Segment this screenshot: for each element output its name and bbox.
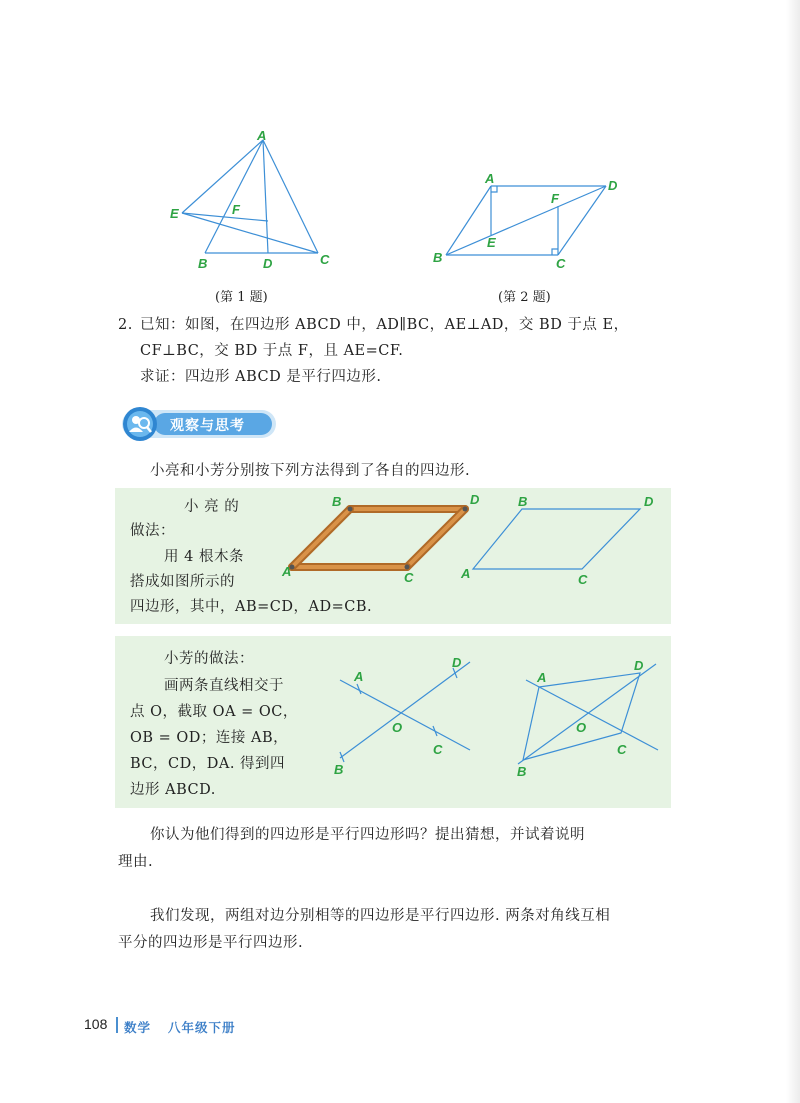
wood-label-d: D: [470, 494, 480, 507]
fig1-label-c: C: [320, 252, 330, 267]
par-label-d: D: [644, 494, 654, 509]
lines-label-c: C: [433, 742, 443, 757]
fig2-label-c: C: [556, 256, 566, 271]
quad-label-d: D: [634, 658, 644, 673]
lines-label-b: B: [334, 762, 344, 777]
section-header-title: 观察与思考: [170, 417, 245, 433]
xiaofang-line-5: BC，CD，DA. 得到四: [130, 756, 286, 772]
page-edge-shadow: [786, 0, 800, 1103]
question-line-1: 你认为他们得到的四边形是平行四边形吗？提出猜想，并试着说明: [150, 827, 585, 843]
lines-label-o: O: [392, 720, 403, 735]
fig1-label-e: E: [170, 206, 179, 221]
wood-label-c: C: [404, 570, 414, 585]
footer-book: 八年级下册: [168, 1021, 236, 1035]
footer-divider: [116, 1017, 118, 1033]
fig1-label-b: B: [198, 256, 208, 271]
fig1-label-d: D: [263, 256, 273, 271]
figure-2-caption: (第 2 题): [498, 290, 551, 305]
intersecting-lines-figure: [330, 650, 480, 780]
xiaoliang-line-1: 小 亮 的: [184, 499, 240, 515]
xiaofang-line-4: OB = OD；连接 AB，: [130, 730, 289, 746]
fig2-label-a: A: [485, 171, 495, 186]
conclusion-line-1: 我们发现，两组对边分别相等的四边形是平行四边形. 两条对角线互相: [150, 908, 611, 924]
wood-label-b: B: [332, 494, 342, 509]
par-label-b: B: [518, 494, 528, 509]
quad-label-b: B: [517, 764, 527, 779]
wood-label-a: A: [282, 564, 292, 579]
xiaofang-line-6: 边形 ABCD.: [130, 782, 216, 798]
magnifier-people-icon: [126, 411, 154, 439]
quad-label-o: O: [576, 720, 587, 735]
xiaoliang-line-3: 用 4 根木条: [164, 549, 244, 565]
section-header: [118, 404, 278, 442]
figure-1-caption: (第 1 题): [215, 290, 268, 305]
quad-label-c: C: [617, 742, 627, 757]
question-line-2: 理由.: [118, 854, 154, 870]
problem-2-number: 2.: [118, 317, 133, 333]
fig1-label-a: A: [257, 128, 267, 143]
par-label-c: C: [578, 572, 588, 587]
page-number: 108: [84, 1016, 108, 1032]
conclusion-line-2: 平分的四边形是平行四边形.: [118, 935, 304, 951]
quad-label-a: A: [537, 670, 547, 685]
xiaoliang-parallelogram: [458, 492, 663, 588]
xiaoliang-line-5: 四边形，其中，AB=CD，AD=CB.: [130, 599, 373, 615]
intersecting-quadrilateral-figure: [510, 650, 670, 780]
fig2-label-e: E: [487, 235, 496, 250]
xiaoliang-line-2: 做法：: [130, 523, 175, 539]
xiaoliang-line-4: 搭成如图所示的: [130, 574, 235, 590]
fig2-label-b: B: [433, 250, 443, 265]
footer-subject: 数学: [124, 1021, 152, 1035]
xiaofang-line-3: 点 O，截取 OA = OC，: [130, 704, 298, 720]
fig1-label-f: F: [232, 202, 240, 217]
fig2-label-f: F: [551, 191, 559, 206]
lines-label-a: A: [354, 669, 364, 684]
problem-2-line-3: 求证：四边形 ABCD 是平行四边形.: [140, 369, 382, 385]
fig2-label-d: D: [608, 178, 618, 193]
figure-1-triangle: [160, 128, 340, 278]
lines-label-d: D: [452, 655, 462, 670]
problem-2-line-1: 已知：如图，在四边形 ABCD 中，AD∥BC，AE⊥AD，交 BD 于点 E，: [140, 317, 629, 333]
par-label-a: A: [461, 566, 471, 581]
intro-text: 小亮和小芳分别按下列方法得到了各自的四边形.: [150, 463, 471, 479]
xiaofang-line-2: 画两条直线相交于: [164, 678, 284, 694]
problem-2-line-2: CF⊥BC，交 BD 于点 F，且 AE=CF.: [140, 343, 404, 359]
figure-2-parallelogram: [428, 168, 628, 273]
xiaofang-line-1: 小芳的做法：: [164, 651, 254, 667]
wood-stick-quadrilateral: [280, 494, 480, 586]
